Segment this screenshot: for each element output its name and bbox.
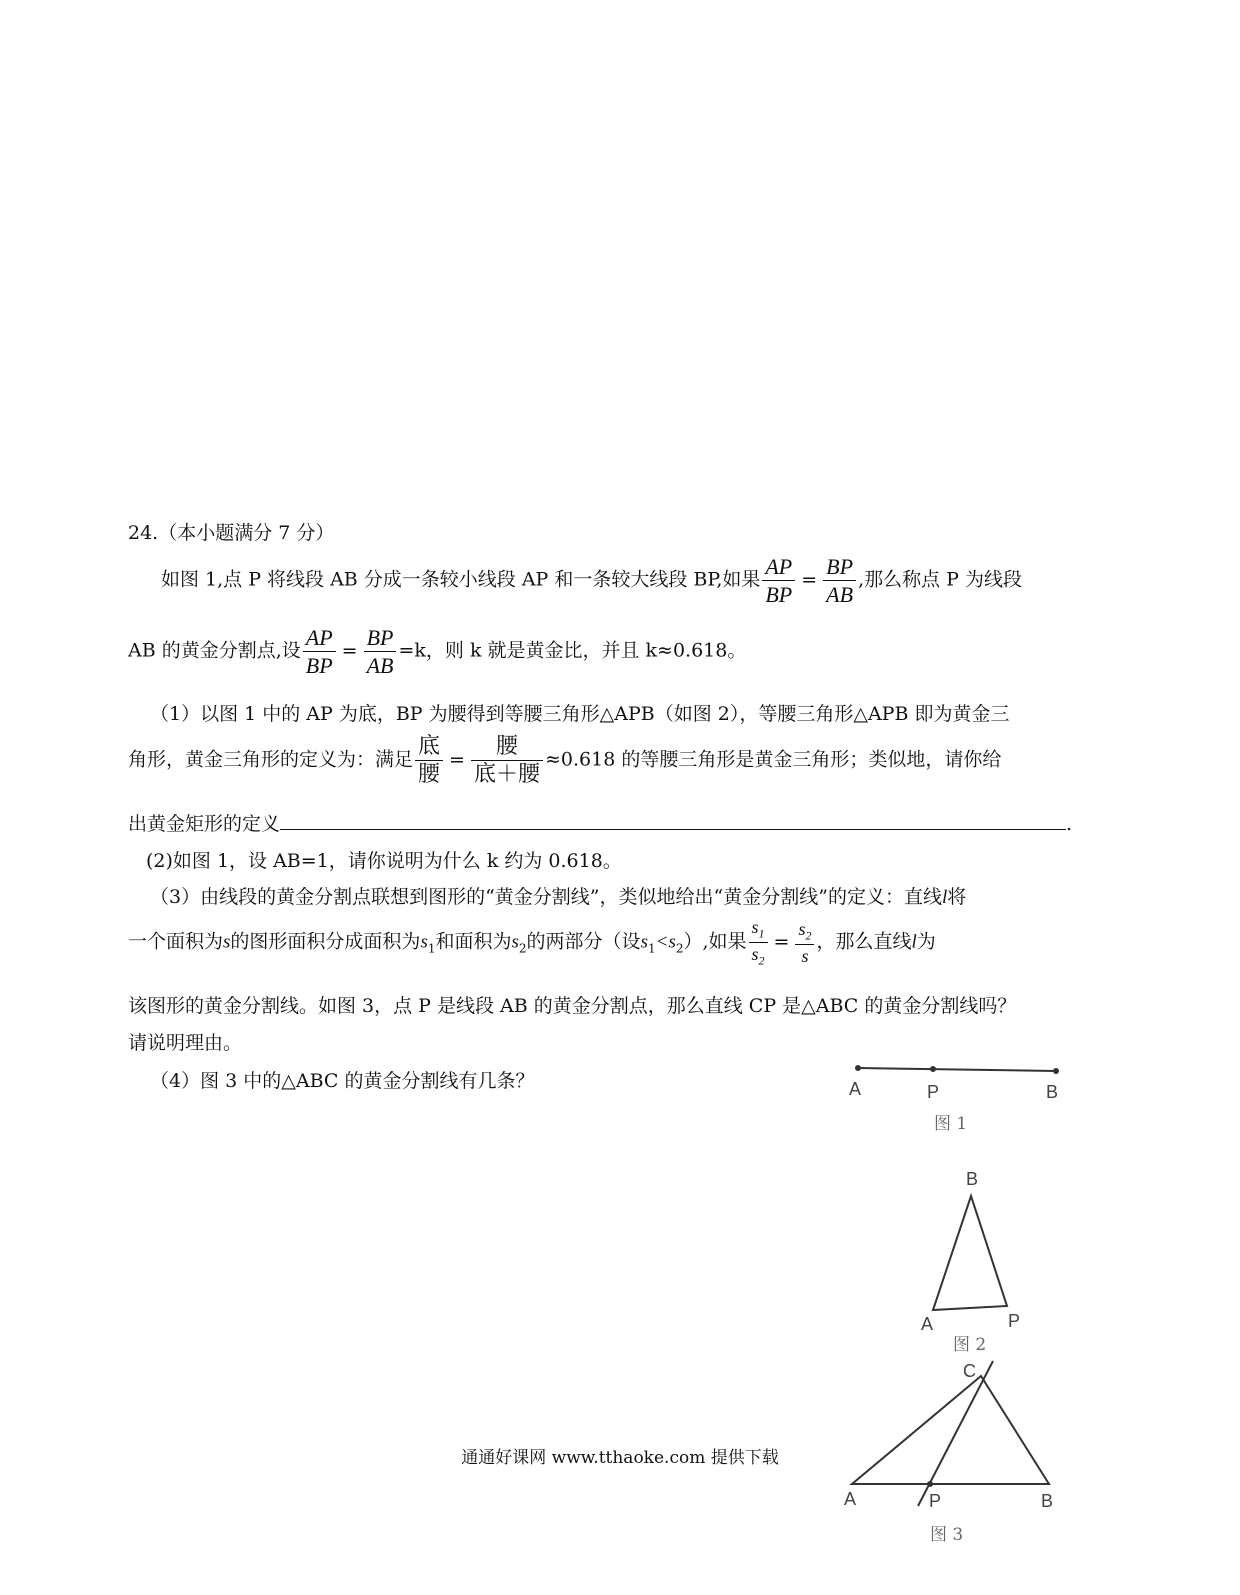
s1-subscript: 1 bbox=[427, 941, 436, 956]
fig3-label-c: C bbox=[963, 1361, 976, 1381]
fig3-label-p: P bbox=[929, 1491, 942, 1511]
s1-symbol: s bbox=[420, 931, 428, 953]
intro-line-1: 如图 1,点 P 将线段 AB 分成一条较小线段 AP 和一条较大线段 BP,如果 $\frac{AP}{BP}$ = $\frac{BP}{AB}$ ,那么称点 P 为线段 bbox=[161, 554, 1022, 608]
part3-line-4: 请说明理由。 bbox=[128, 1032, 243, 1054]
fraction-s1-s2: $\frac{s_1}{s_2}$ bbox=[749, 918, 768, 967]
part3-text-g: 为 bbox=[916, 930, 936, 953]
less-than: < bbox=[655, 931, 669, 953]
fig1-label-a: A bbox=[849, 1079, 862, 1099]
s1-symbol-2: s bbox=[640, 931, 648, 953]
part3-text-e: ）,如果 bbox=[683, 930, 747, 953]
part1-line-2: 角形，黄金三角形的定义为：满足 $\frac{\text{底}}{\text{腰}}$ = $\frac{\text{腰}}{\text{底＋腰}}$ ≈0.618 的等腰三角形是黄金三角形；类似地，请你给 bbox=[128, 734, 1002, 788]
intro-line-1-post: ,那么称点 P 为线段 bbox=[858, 568, 1022, 591]
fig2-label-a: A bbox=[921, 1314, 934, 1334]
s2-symbol-2: s bbox=[668, 931, 676, 953]
fig3-label-a: A bbox=[844, 1489, 857, 1509]
s2-subscript-2: 2 bbox=[675, 941, 684, 956]
part1-line-3-text: 出黄金矩形的定义 bbox=[128, 813, 281, 835]
fraction-s2-s: $\frac{s_2}{s}$ bbox=[795, 920, 814, 966]
part4-text: （4）图 3 中的△ABC 的黄金分割线有几条？ bbox=[150, 1070, 535, 1092]
fraction-leg-sum: $\frac{\text{腰}}{\text{底＋腰}}$ bbox=[471, 735, 543, 786]
figure-1 bbox=[849, 1065, 1059, 1134]
question-header: 24.（本小题满分 7 分） bbox=[128, 522, 335, 544]
line-l-symbol: l bbox=[941, 887, 948, 908]
fig3-caption: 图 3 bbox=[930, 1525, 964, 1545]
s2-symbol: s bbox=[511, 931, 519, 953]
part3-text-c: 和面积为 bbox=[435, 930, 512, 953]
part2-text: (2)如图 1，设 AB=1，请你说明为什么 k 约为 0.618。 bbox=[146, 850, 622, 872]
fraction-bp-ab: $\frac{BP}{AB}$ bbox=[823, 555, 856, 606]
footer-source: 通通好课网 www.tthaoke.com 提供下载 bbox=[461, 1448, 779, 1468]
intro-line-2: AB 的黄金分割点,设 $\frac{AP}{BP}$ = $\frac{BP}{AB}$ =k，则 k 就是黄金比，并且 k≈0.618。 bbox=[128, 625, 747, 679]
intro-line-2-post: =k，则 k 就是黄金比，并且 k≈0.618。 bbox=[398, 639, 747, 662]
s1-subscript-2: 1 bbox=[647, 941, 656, 956]
part3-text-f: ，那么直线 bbox=[816, 930, 912, 953]
part1-line-1: （1）以图 1 中的 AP 为底，BP 为腰得到等腰三角形△APB（如图 2），等腰三角形△APB 即为黄金三 bbox=[150, 703, 1010, 725]
fig2-label-b: B bbox=[966, 1169, 979, 1189]
fraction-ap-bp: $\frac{AP}{BP}$ bbox=[762, 555, 795, 606]
part3-text-a: 一个面积为 bbox=[128, 930, 224, 953]
part3-line-2: 一个面积为s的图形面积分成面积为$s_1$和面积为$s_2$的两部分（设$s_1<s_2$）,如果 $\frac{s_1}{s_2}$ = $\frac{s_2}{s}$ ，那么直线l为 bbox=[128, 917, 936, 968]
intro-line-1-pre: 如图 1,点 P 将线段 AB 分成一条较小线段 AP 和一条较大线段 BP,如果 bbox=[161, 568, 761, 591]
fig2-caption: 图 2 bbox=[953, 1335, 987, 1355]
part3-text-d: 的两部分（设 bbox=[526, 930, 641, 953]
fraction-base-leg: $\frac{\text{底}}{\text{腰}}$ bbox=[415, 735, 443, 786]
part3-line-3: 该图形的黄金分割线。如图 3，点 P 是线段 AB 的黄金分割点，那么直线 CP 是△ABC 的黄金分割线吗？ bbox=[128, 995, 1017, 1017]
part1-line-2-pre: 角形，黄金三角形的定义为：满足 bbox=[128, 748, 414, 771]
part1-line-2-post: ≈0.618 的等腰三角形是黄金三角形；类似地，请你给 bbox=[544, 748, 1002, 771]
fraction-bp-ab-2: $\frac{BP}{AB}$ bbox=[364, 626, 397, 677]
fig1-caption: 图 1 bbox=[934, 1114, 968, 1134]
s-symbol: s bbox=[223, 931, 231, 953]
part3-text-b: 的图形面积分成面积为 bbox=[230, 930, 421, 953]
fig1-label-p: P bbox=[927, 1082, 940, 1102]
figure-2 bbox=[921, 1169, 1020, 1355]
line-l-symbol-2: l bbox=[911, 931, 917, 953]
fig3-label-b: B bbox=[1041, 1491, 1054, 1511]
part3-line-1-pre: （3）由线段的黄金分割点联想到图形的“黄金分割线”，类似地给出“黄金分割线”的定义：直线 bbox=[150, 886, 942, 908]
intro-line-2-pre: AB 的黄金分割点,设 bbox=[128, 639, 301, 662]
part3-line-1-post: 将 bbox=[947, 886, 967, 908]
s2-subscript: 2 bbox=[518, 941, 527, 956]
part1-line-3-end: . bbox=[1066, 813, 1073, 835]
fraction-ap-bp-2: $\frac{AP}{BP}$ bbox=[303, 626, 336, 677]
fig1-label-b: B bbox=[1046, 1082, 1059, 1102]
fig2-label-p: P bbox=[1008, 1311, 1021, 1331]
